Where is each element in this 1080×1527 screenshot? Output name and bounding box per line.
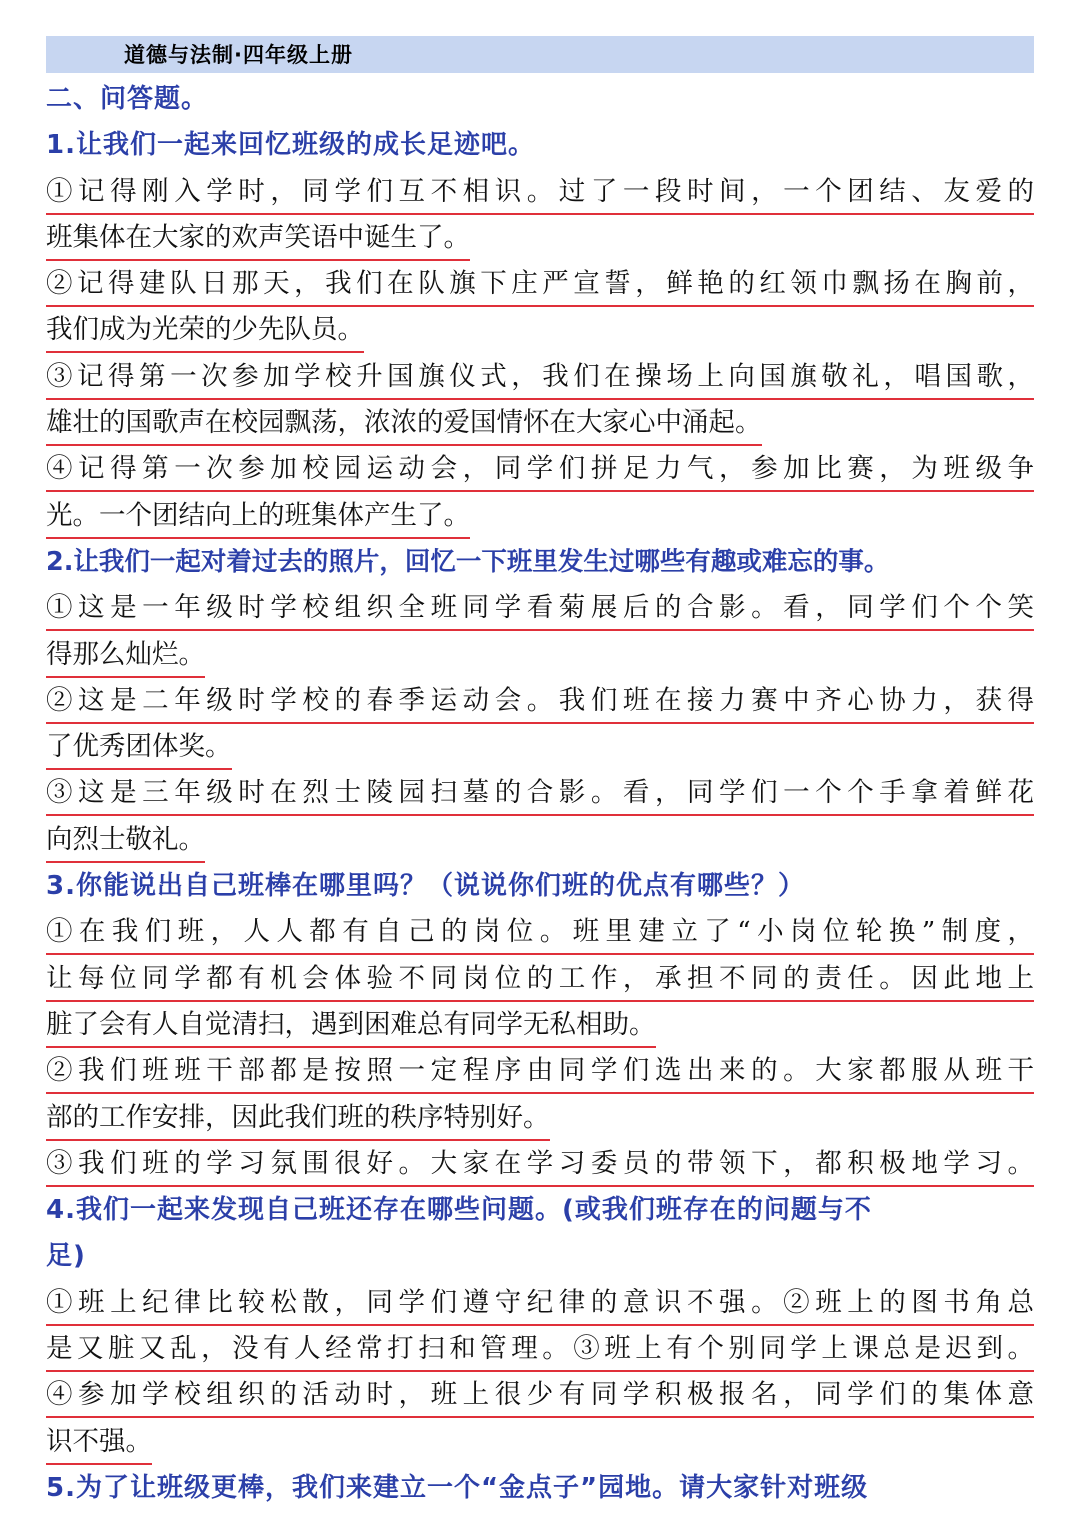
answer-line: 向烈士敬礼。	[46, 817, 1046, 863]
answer-line: 我们成为光荣的少先队员。	[46, 307, 1046, 353]
answer-line: ①班上纪律比较松散，同学们遵守纪律的意识不强。②班上的图书角总	[46, 1280, 1046, 1326]
question-2-title: 2.让我们一起对着过去的照片，回忆一下班里发生过哪些有趣或难忘的事。	[46, 546, 890, 577]
answer-line: ①这是一年级时学校组织全班同学看菊展后的合影。看，同学们个个笑	[46, 585, 1046, 631]
answer-line: 是又脏又乱，没有人经常打扫和管理。③班上有个别同学上课总是迟到。	[46, 1326, 1046, 1372]
answer-line: 让每位同学都有机会体验不同岗位的工作，承担不同的责任。因此地上	[46, 956, 1046, 1002]
answer-line: ③这是三年级时在烈士陵园扫墓的合影。看，同学们一个个手拿着鲜花	[46, 770, 1046, 816]
question-1-title: 1.让我们一起来回忆班级的成长足迹吧。	[46, 130, 535, 161]
answer-line: ①记得刚入学时，同学们互不相识。过了一段时间，一个团结、友爱的	[46, 169, 1046, 215]
question-4-title-cont: 足)	[46, 1241, 86, 1272]
answer-line: 脏了会有人自觉清扫，遇到困难总有同学无私相助。	[46, 1002, 1046, 1048]
question-5-title: 5.为了让班级更棒，我们来建立一个“金点子”园地。请大家针对班级	[46, 1472, 869, 1503]
answer-line: 部的工作安排，因此我们班的秩序特别好。	[46, 1095, 1046, 1141]
header-bar	[46, 36, 1034, 73]
answer-line: ③记得第一次参加学校升国旗仪式，我们在操场上向国旗敬礼，唱国歌，	[46, 354, 1046, 400]
answer-line: 得那么灿烂。	[46, 632, 1046, 678]
answer-line: 了优秀团体奖。	[46, 724, 1046, 770]
answer-line: ④参加学校组织的活动时，班上很少有同学积极报名，同学们的集体意	[46, 1372, 1046, 1418]
answer-line: ④记得第一次参加校园运动会，同学们拼足力气，参加比赛，为班级争	[46, 446, 1046, 492]
answer-line: ②记得建队日那天，我们在队旗下庄严宣誓，鲜艳的红领巾飘扬在胸前，	[46, 261, 1046, 307]
document-body	[46, 76, 1046, 1511]
answer-line: ③我们班的学习氛围很好。大家在学习委员的带领下，都积极地学习。	[46, 1141, 1046, 1187]
answer-line: 雄壮的国歌声在校园飘荡，浓浓的爱国情怀在大家心中涌起。	[46, 400, 1046, 446]
answer-line: 班集体在大家的欢声笑语中诞生了。	[46, 215, 1046, 261]
section-title: 二、问答题。	[46, 84, 209, 114]
question-4-title: 4.我们一起来发现自己班还存在哪些问题。(或我们班存在的问题与不	[46, 1195, 872, 1226]
answer-line: 光。一个团结向上的班集体产生了。	[46, 493, 1046, 539]
answer-line: ①在我们班，人人都有自己的岗位。班里建立了“小岗位轮换”制度，	[46, 909, 1046, 955]
answer-line: ②我们班班干部都是按照一定程序由同学们选出来的。大家都服从班干	[46, 1048, 1046, 1094]
question-3-title: 3.你能说出自己班棒在哪里吗？（说说你们班的优点有哪些？）	[46, 871, 805, 902]
answer-line: 识不强。	[46, 1419, 1046, 1465]
answer-line: ②这是二年级时学校的春季运动会。我们班在接力赛中齐心协力，获得	[46, 678, 1046, 724]
header-title: 道德与法制·四年级上册	[124, 43, 353, 67]
